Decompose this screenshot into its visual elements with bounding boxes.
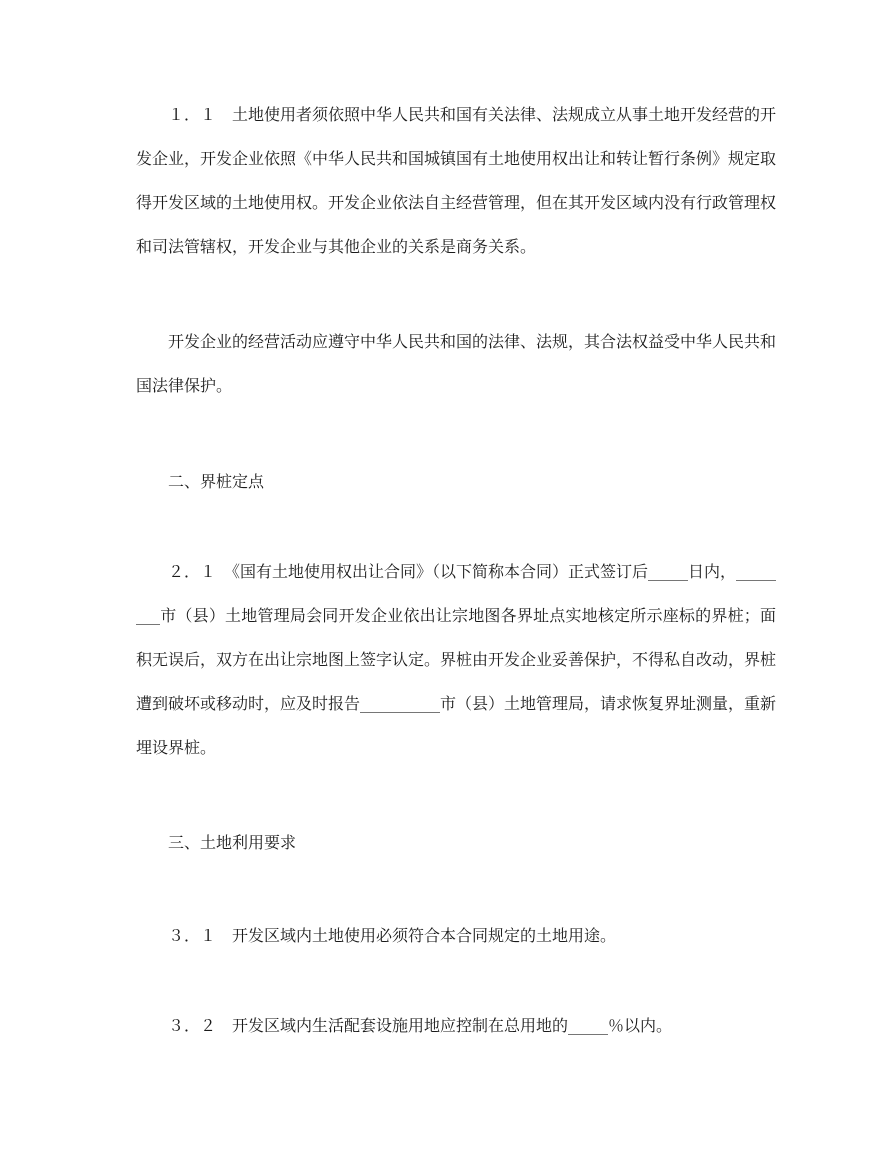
clause-2-1: ２．１ 《国有土地使用权出让合同》（以下简称本合同）正式签订后_____日内，________市（县）土地管理局会同开发企业依出让宗地图各界址点实地核定所示座标的界桩；面积无误后，双方在出让宗地图上签字认定。界桩由开发企业妥善保护，不得私自改动，界桩遭到破坏或移动时，应及时报告__________市（县）土地管理局，请求恢复界址测量，重新埋设界桩。 [136,562,777,757]
clause-3-2: ３．２ 开发区域内生活配套设施用地应控制在总用地的_____％以内。 [168,1016,673,1035]
legal-protection-paragraph: 开发企业的经营活动应遵守中华人民共和国的法律、法规，其合法权益受中华人民共和国法律保护。 [136,332,777,395]
section-heading-land-use-requirements: 三、土地利用要求 [168,833,297,852]
section-heading-boundary-markers: 二、界桩定点 [168,472,265,491]
clause-3-1: ３．１ 开发区域内土地使用必须符合本合同规定的土地用途。 [168,926,617,945]
clause-1-1: １．１ 土地使用者须依照中华人民共和国有关法律、法规成立从事土地开发经营的开发企业，开发企业依照《中华人民共和国城镇国有土地使用权出让和转让暂行条例》规定取得开发区域的土地使用权。开发企业依法自主经营管理，但在其开发区域内没有行政管理权和司法管辖权，开发企业与其他企业的关系是商务关系。 [136,105,777,256]
